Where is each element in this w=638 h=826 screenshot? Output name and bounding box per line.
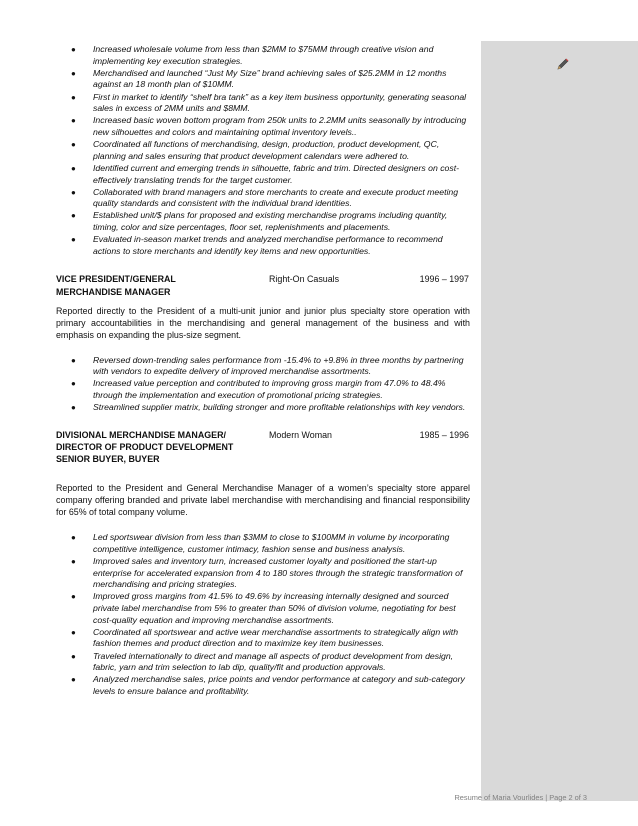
list-item: ● Increased value perception and contributed to improving gross margin from 47.0% to 48.4% through the implementation and execution of promotional pricing strategies. xyxy=(71,378,446,401)
job-title-line: SENIOR BUYER, BUYER xyxy=(56,454,160,465)
list-item: ● Led sportswear division from less than $3MM to close to $100MM in volume by incorporating competitive intelligence, customer intimacy, fashion sense and business analysis. xyxy=(71,532,450,554)
job-title-line: DIRECTOR OF PRODUCT DEVELOPMENT xyxy=(56,442,234,453)
list-item: ● Analyzed merchandise sales, price points and vendor performance at category and sub-category levels to ensure balance and profitability. xyxy=(71,674,465,696)
list-item: ● Merchandised and launched “Just My Size” brand achieving sales of $25.2MM in 12 months against an 18 month plan of $10MM. xyxy=(71,67,447,90)
list-item: ● Traveled internationally to direct and manage all aspects of product development from design, fabric, yarn and trim selection to lab dip, quality/fit and production approvals. xyxy=(71,650,454,673)
job-title-line: DIVISIONAL MERCHANDISE MANAGER/ xyxy=(56,429,226,440)
bullets-dmm xyxy=(56,532,470,697)
list-item: ● Streamlined supplier matrix, building stronger and more profitable relationships with key vendors. xyxy=(71,402,466,413)
company-name: Right-On Casuals xyxy=(269,274,340,285)
page-footer: Resume of Maria Vourlides | Page 2 of 3 xyxy=(454,793,587,802)
job-description: Reported to the President and General Merchandise Manager of a women’s specialty store apparel company offering branded and private label merchandise with merchandising and financial responsibility for 65% of total company volume. xyxy=(56,482,470,518)
pencil-icon xyxy=(556,57,570,71)
job-dates: 1985 – 1996 xyxy=(419,429,469,440)
list-item: ● Evaluated in-season market trends and analyzed merchandise performance to recommend actions to store merchants and identify key items and new opportunities. xyxy=(71,234,443,256)
list-item: ● Identified current and emerging trends in silhouette, fabric and trim. Directed designers on cost-effectively translating trends for the target customer. xyxy=(71,162,460,185)
job-title-line: MERCHANDISE MANAGER xyxy=(56,286,171,297)
list-item: ● Increased basic woven bottom program from 250k units to 2.2MM units seasonally by introducing new silhouettes and colors and maintaining optimal inventory levels.. xyxy=(71,115,467,137)
list-item: ● Increased wholesale volume from less than $2MM to $75MM through creative vision and implementing key execution strategies. xyxy=(71,44,434,66)
list-item: ● Established unit/$ plans for proposed and existing merchandise programs including quantity, timing, color and size percentages, floor set, replenishments and placements. xyxy=(71,210,448,233)
job-header-dmm xyxy=(56,429,470,466)
company-name: Modern Woman xyxy=(269,429,332,440)
sidebar-panel xyxy=(481,41,638,801)
list-item: ● Collaborated with brand managers and store merchants to create and execute product meeting quality standards and consistent with the individual brand identities. xyxy=(71,186,459,209)
list-item: ● Reversed down-trending sales performance from -15.4% to +9.8% in three months by partnering with vendors to expedite delivery of improved merchandise assortments. xyxy=(71,354,464,377)
list-item: ● Improved sales and inventory turn, increased customer loyalty and positioned the start-up enterprise for accelerated expansion from 4 to 180 stores through the strategic transformation of merchandising and pricing strategies. xyxy=(71,556,463,590)
job-description: Reported directly to the President of a multi-unit junior and junior plus specialty store operation with primary accountabilities in the merchandising and general management of the business and with emphasis on expanding the plus-size segment. xyxy=(56,306,470,341)
list-item: ● First in market to identify “shelf bra tank” as a key item business opportunity, generating seasonal sales in excess of 2MM units and $8MM. xyxy=(71,91,467,114)
list-item: ● Coordinated all functions of merchandising, design, production, product development, QC, planning and sales ensuring that product development calendars were adhered to. xyxy=(71,139,440,161)
job-dates: 1996 – 1997 xyxy=(419,274,469,285)
list-item: ● Improved gross margins from 41.5% to 49.6% by increasing internally designed and sourced private label merchandise from 5% to greater than 50% of division volume, negotiating for best cost-quality equation and improving merchandise assortments. xyxy=(71,591,456,625)
resume-page xyxy=(56,44,470,698)
list-item: ● Coordinated all sportswear and active wear merchandise assortments to strategically align with fashion themes and product direction and to maximize key item businesses. xyxy=(71,626,459,649)
job-header-vp xyxy=(56,273,470,298)
bullets-vp xyxy=(56,355,470,414)
job-title-line: VICE PRESIDENT/GENERAL xyxy=(56,274,176,285)
bullets-top xyxy=(56,44,470,257)
